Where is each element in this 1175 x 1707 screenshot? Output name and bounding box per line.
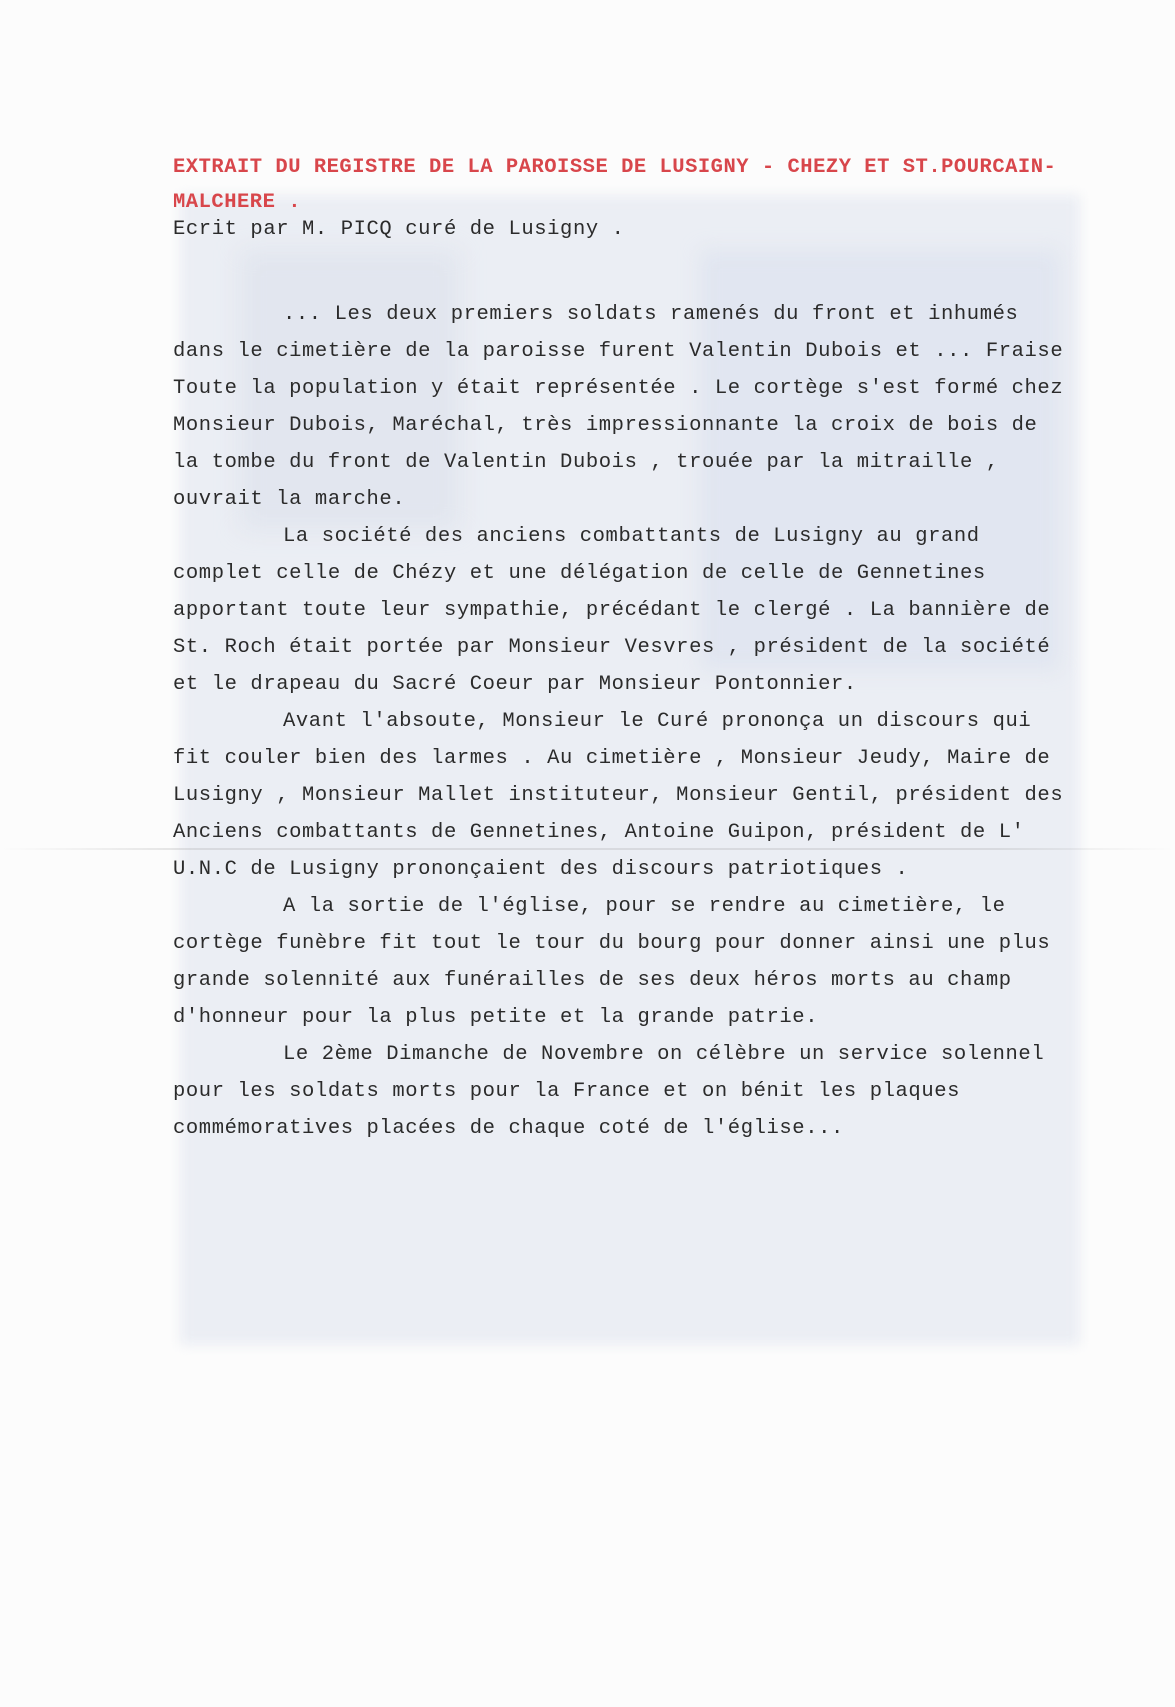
document-author: Ecrit par M. PICQ curé de Lusigny . [173,218,625,241]
typed-document [173,150,1073,1147]
document-heading [173,150,1073,220]
heading-line-1: EXTRAIT DU REGISTRE DE LA PAROISSE DE LUSIGNY - CHEZY ET ST.POURCAIN- [173,156,1057,179]
paragraph-2: La société des anciens combattants de Lusigny au grand complet celle de Chézy et une délégation de celle de Gennetines apportant toute leur sympathie, précédant le clergé . La bannière de St. Roch était portée par Monsieur Vesvres , président de la société et le drapeau du Sacré Coeur par Monsieur Pontonnier. [173,525,1051,696]
paragraph-3: Avant l'absoute, Monsieur le Curé prononça un discours qui fit couler bien des larmes . Au cimetière , Monsieur Jeudy, Maire de Lusigny , Monsieur Mallet instituteur, Monsieur Gentil, président des Anciens combattants de Gennetines, Antoine Guipon, président de L' U.N.C de Lusigny prononçaient des discours patriotiques . [173,710,1064,881]
paragraph-1: ... Les deux premiers soldats ramenés du front et inhumés dans le cimetière de la paroisse furent Valentin Dubois et ... Fraise Toute la population y était représentée . Le cortège s'est formé chez Monsieur Dubois, Maréchal, très impressionnante la croix de bois de la tombe du front de Valentin Dubois , trouée par la mitraille , ouvrait la marche. [173,303,1064,511]
heading-line-2: MALCHERE . [173,191,302,214]
paragraph-5: Le 2ème Dimanche de Novembre on célèbre un service solennel pour les soldats morts pour la France et on bénit les plaques commémoratives placées de chaque coté de l'église... [173,1043,1045,1140]
paragraph-4: A la sortie de l'église, pour se rendre au cimetière, le cortège funèbre fit tout le tour du bourg pour donner ainsi une plus grande solennité aux funérailles de ses deux héros morts au champ d'honneur pour la plus petite et la grande patrie. [173,895,1051,1029]
